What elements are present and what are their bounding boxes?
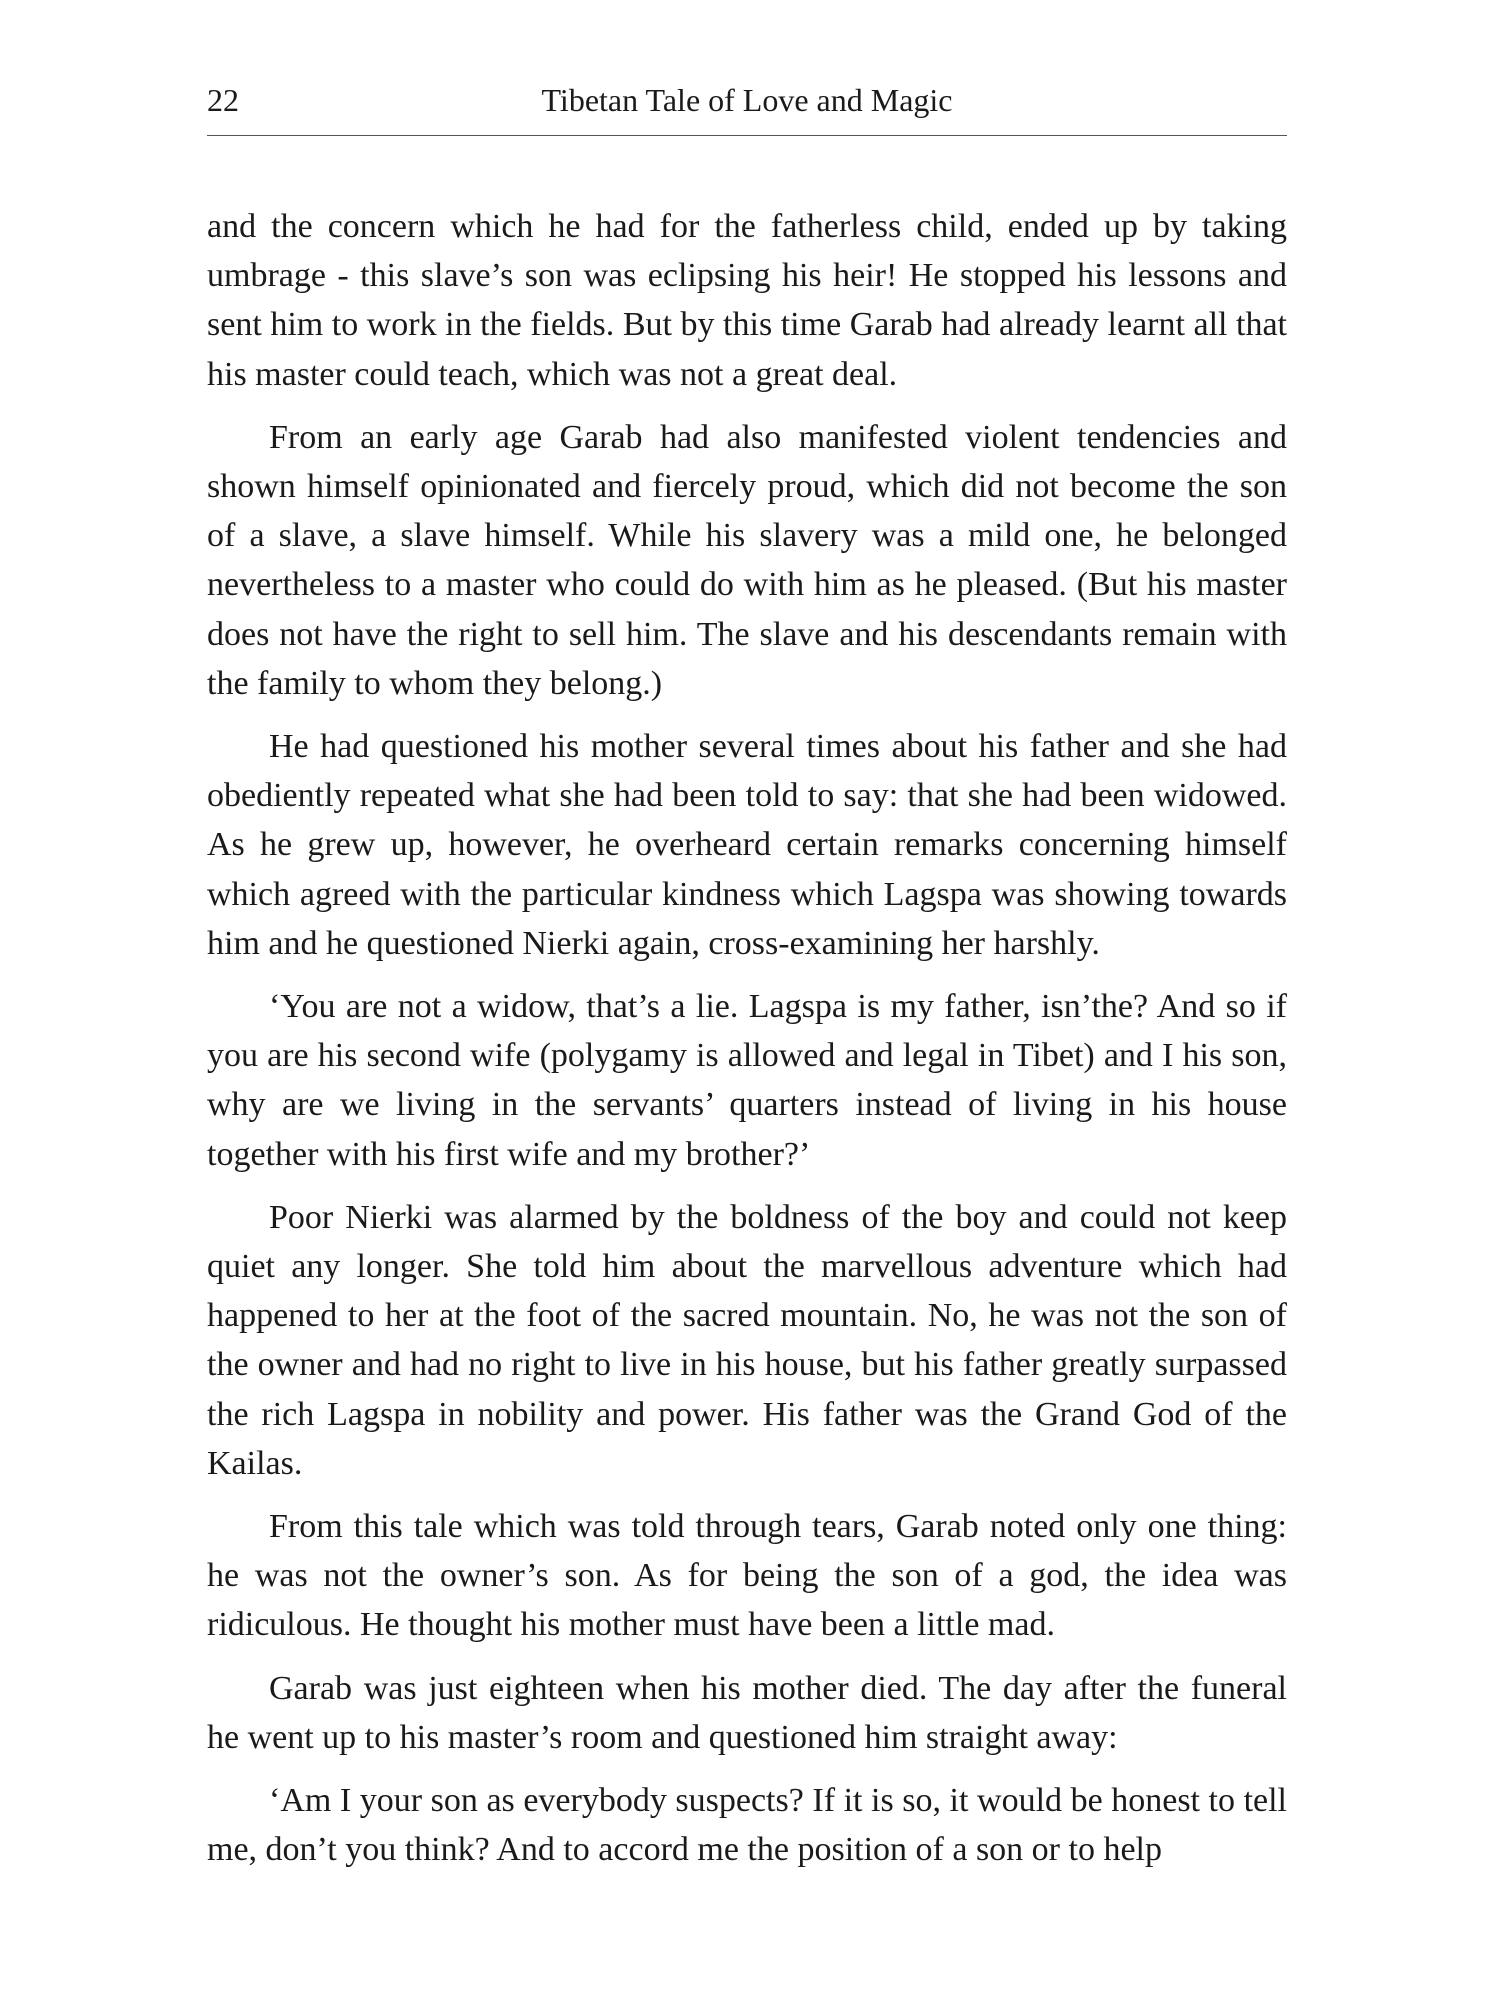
paragraph-2: From an early age Garab had also manifested violent tendencies and shown himself opinionated and fiercely proud, which did not become the son of a slave, a slave himself. While his slavery was a mild one, he belonged nevertheless to a master who could do with him as he pleased. (But his master does not have the right to sell him. The slave and his descendants remain with the family to whom they belong.) <box>207 418 1287 702</box>
page-number: 22 <box>207 82 239 118</box>
paragraph-1: and the concern which he had for the fatherless child, ended up by taking umbrage - this slave’s son was eclipsing his heir! He stopped his lessons and sent him to work in the fields. But by this time Garab had already learnt all that his master could teach, which was not a great deal. <box>207 208 1287 393</box>
body-text <box>207 202 1287 1889</box>
paragraph-6: From this tale which was told through tears, Garab noted only one thing: he was not the owner’s son. As for being the son of a god, the idea was ridiculous. He thought his mother must have been a little mad. <box>207 1508 1287 1644</box>
header-rule <box>207 135 1287 136</box>
paragraph-4: ‘You are not a widow, that’s a lie. Lagspa is my father, isn’the? And so if you are his second wife (polygamy is allowed and legal in Tibet) and I his son, why are we living in the servants’ quarters instead of living in his house together with his first wife and my brother?’ <box>207 988 1287 1173</box>
book-title: Tibetan Tale of Love and Magic <box>541 82 953 118</box>
paragraph-7: Garab was just eighteen when his mother died. The day after the funeral he went up to his master’s room and questioned him straight away: <box>207 1669 1287 1756</box>
paragraph-8: ‘Am I your son as everybody suspects? If it is so, it would be honest to tell me, don’t you think? And to accord me the position of a son or to help <box>207 1782 1287 1869</box>
paragraph-3: He had questioned his mother several times about his father and she had obediently repeated what she had been told to say: that she had been widowed. As he grew up, however, he overheard certain remarks concerning himself which agreed with the particular kindness which Lagspa was showing towards him and he questioned Nierki again, cross-examining her harshly. <box>207 728 1287 962</box>
paragraph-5: Poor Nierki was alarmed by the boldness of the boy and could not keep quiet any longer. She told him about the marvellous adventure which had happened to her at the foot of the sacred mountain. No, he was not the son of the owner and had no right to live in his house, but his father greatly surpassed the rich Lagspa in nobility and power. His father was the Grand God of the Kailas. <box>207 1198 1287 1482</box>
running-head <box>207 80 1287 136</box>
